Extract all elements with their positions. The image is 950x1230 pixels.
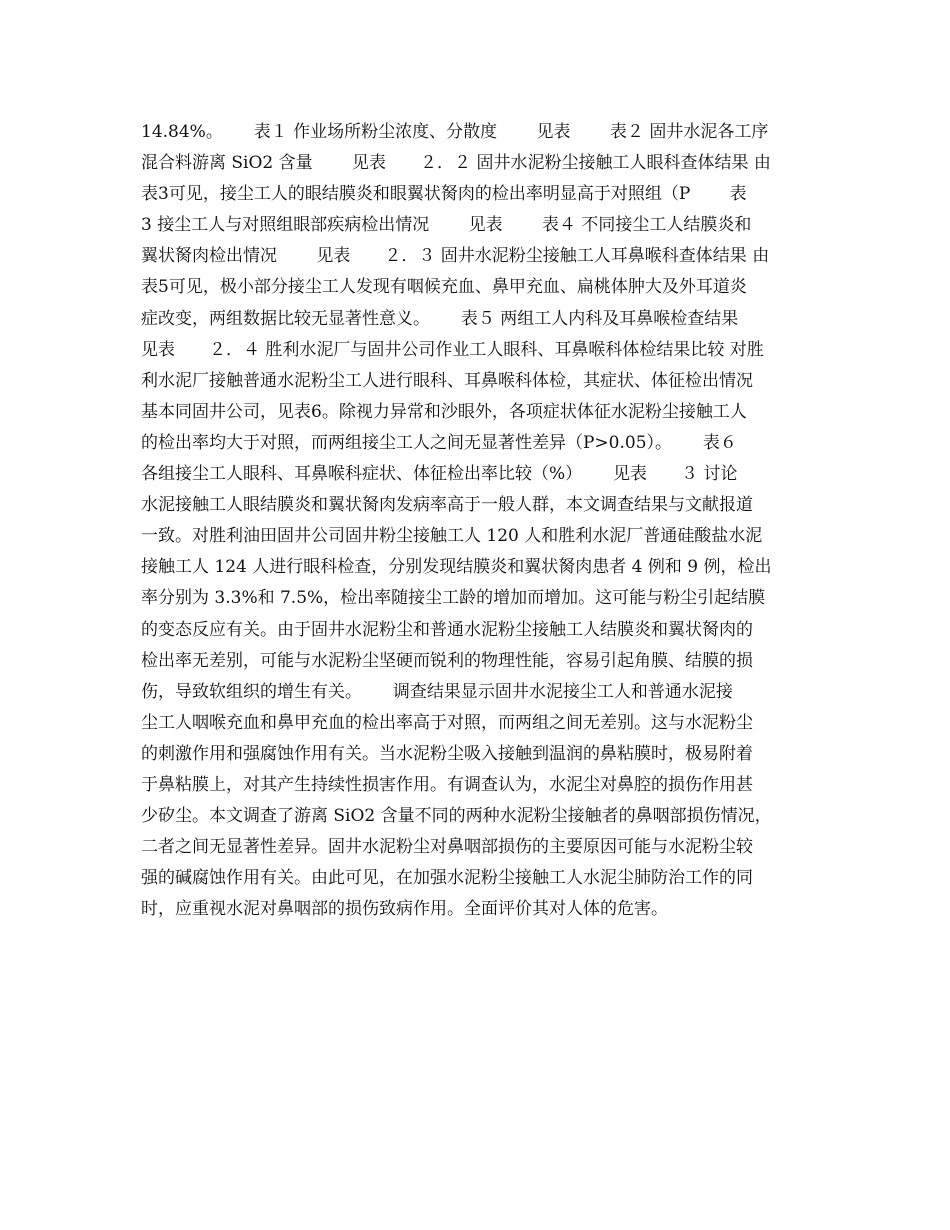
text-line: 见表 ２．４ 胜利水泥厂与固井公司作业工人眼科、耳鼻喉科体检结果比较 对胜: [141, 339, 764, 360]
body-text: [141, 117, 821, 925]
text-line: 基本同固井公司，见表6。除视力异常和沙眼外，各项症状体征水泥粉尘接触工人: [141, 401, 747, 422]
text-line: 水泥接触工人眼结膜炎和翼状胬肉发病率高于一般人群，本文调查结果与文献报道: [141, 495, 753, 516]
text-line: 检出率无差别，可能与水泥粉尘坚硬而锐利的物理性能，容易引起角膜、结膜的损: [141, 650, 753, 671]
text-line: 的变态反应有关。由于固井水泥粉尘和普通水泥粉尘接触工人结膜炎和翼状胬肉的: [141, 619, 753, 640]
text-line: 表5可见，极小部分接尘工人发现有咽候充血、鼻甲充血、扁桃体肿大及外耳道炎: [141, 277, 747, 298]
text-line: 一致。对胜利油田固井公司固井粉尘接触工人 120 人和胜利水泥厂普通硅酸盐水泥: [141, 526, 763, 547]
text-line: 伤，导致软组织的增生有关。 调查结果显示固井水泥接尘工人和普通水泥接: [141, 681, 733, 702]
text-line: 利水泥厂接触普通水泥粉尘工人进行眼科、耳鼻喉科体检，其症状、体征检出情况: [141, 370, 753, 391]
text-line: 表3可见，接尘工人的眼结膜炎和眼翼状胬肉的检出率明显高于对照组（P 表: [141, 184, 747, 205]
text-line: 尘工人咽喉充血和鼻甲充血的检出率高于对照，而两组之间无差别。这与水泥粉尘: [141, 712, 753, 733]
text-line: 的刺激作用和强腐蚀作用有关。当水泥粉尘吸入接触到温润的鼻粘膜时，极易附着: [141, 743, 753, 764]
text-line: 时，应重视水泥对鼻咽部的损伤致病作用。全面评价其对人体的危害。: [141, 899, 668, 920]
text-line: 14.84%。 表１ 作业场所粉尘浓度、分散度 见表 表２ 固井水泥各工序: [141, 122, 769, 142]
text-line: 少矽尘。本文调查了游离 SiO2 含量不同的两种水泥粉尘接触者的鼻咽部损伤情况，: [141, 806, 772, 827]
text-line: 混合料游离 SiO2 含量 见表 ２．２ 固井水泥粉尘接触工人眼科查体结果 由: [141, 153, 771, 174]
text-line: 各组接尘工人眼科、耳鼻喉科症状、体征检出率比较（%） 见表 ３ 讨论: [141, 464, 738, 485]
text-line: 翼状胬肉检出情况 见表 ２．３ 固井水泥粉尘接触工人耳鼻喉科查体结果 由: [141, 246, 770, 267]
text-line: 二者之间无显著性差异。固井水泥粉尘对鼻咽部损伤的主要原因可能与水泥粉尘较: [141, 837, 753, 858]
text-line: 症改变，两组数据比较无显著性意义。 表５ 两组工人内科及耳鼻喉检查结果: [141, 308, 739, 329]
text-line: 于鼻粘膜上，对其产生持续性损害作用。有调查认为，水泥尘对鼻腔的损伤作用甚: [141, 774, 753, 795]
text-line: 接触工人 124 人进行眼科检查，分别发现结膜炎和翼状胬肉患者 4 例和 9 例，检出: [141, 557, 772, 578]
text-line: 率分别为 3.3%和 7.5%，检出率随接尘工龄的增加而增加。这可能与粉尘引起结膜: [141, 588, 766, 609]
text-line: 强的碱腐蚀作用有关。由此可见，在加强水泥粉尘接触工人水泥尘肺防治工作的同: [141, 868, 753, 889]
text-line: 的检出率均大于对照，而两组接尘工人之间无显著性差异（P>0.05）。 表６: [141, 432, 737, 453]
text-line: 3 接尘工人与对照组眼部疾病检出情况 见表 表４ 不同接尘工人结膜炎和: [141, 215, 752, 236]
